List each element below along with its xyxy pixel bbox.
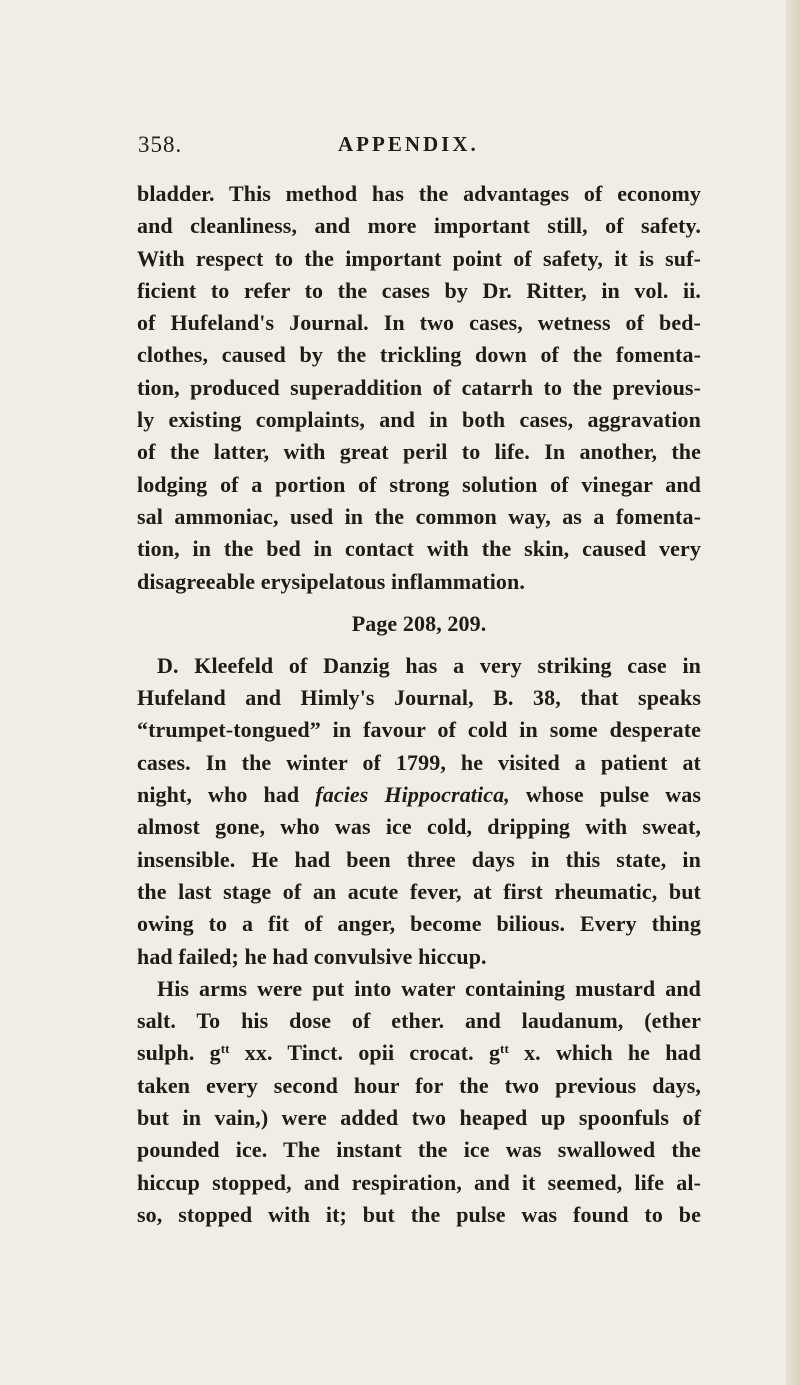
italic-term: facies Hippocratica,: [315, 782, 510, 808]
text-line: so, stopped with it; but the pulse was found to be: [137, 1201, 701, 1227]
superscript: tt: [220, 1041, 230, 1057]
superscript: tt: [500, 1041, 509, 1057]
text-line: almost gone, who was ice cold, dripping with sweat,: [137, 814, 701, 840]
running-title: APPENDIX.: [338, 132, 479, 156]
text-line: had failed; he had convulsive hiccup.: [137, 943, 487, 969]
text-fragment: x. which he had: [508, 1040, 701, 1066]
section-heading: Page 208, 209.: [351, 610, 487, 636]
text-line: pounded ice. The instant the ice was swallowed the: [137, 1137, 701, 1163]
text-line: taken every second hour for the two previous days,: [137, 1072, 701, 1098]
text-line: the last stage of an acute fever, at first rheumatic, but: [137, 878, 701, 904]
text-line: hiccup stopped, and respiration, and it seemed, life al-: [137, 1169, 701, 1195]
paragraph-1: [137, 178, 701, 598]
paragraph-3: [137, 973, 701, 1231]
text-line: D. Kleefeld of Danzig has a very striking case in: [157, 652, 701, 678]
text-line: With respect to the important point of safety, it is suf-: [137, 245, 701, 271]
text-line: Hufeland and Himly's Journal, B. 38, that speaks: [137, 685, 701, 711]
text-line: disagreeable erysipelatous inflammation.: [137, 568, 525, 594]
text-line: of the latter, with great peril to life. In another, the: [137, 439, 701, 465]
text-line: “trumpet-tongued” in favour of cold in some desperate: [137, 717, 701, 743]
text-fragment: whose pulse was: [509, 782, 701, 808]
text-line: sal ammoniac, used in the common way, as a fomenta-: [137, 503, 701, 529]
text-line: clothes, caused by the trickling down of the fomenta-: [137, 342, 701, 368]
text-line: ly existing complaints, and in both cases, aggravation: [137, 407, 701, 433]
text-line: [137, 1037, 701, 1069]
text-line: bladder. This method has the advantages of economy: [137, 181, 701, 206]
text-fragment: sulph. g: [137, 1040, 221, 1066]
paragraph-2: [137, 650, 701, 973]
text-line: lodging of a portion of strong solution of vinegar and: [137, 471, 701, 497]
running-head: [138, 132, 698, 162]
text-line: ficient to refer to the cases by Dr. Ritter, in vol. ii.: [137, 277, 701, 303]
text-line: insensible. He had been three days in this state, in: [137, 846, 701, 872]
text-fragment: xx. Tinct. opii crocat. g: [229, 1040, 501, 1066]
page-edge-shadow: [786, 0, 800, 1385]
text-line: tion, produced superaddition of catarrh to the previous-: [137, 374, 701, 400]
body-text: [137, 178, 701, 1231]
text-line: His arms were put into water containing mustard and: [157, 975, 701, 1001]
text-line: and cleanliness, and more important still, of safety.: [137, 213, 701, 239]
text-line: owing to a fit of anger, become bilious. Every thing: [137, 911, 701, 937]
text-line: of Hufeland's Journal. In two cases, wetness of bed-: [137, 310, 701, 336]
text-line: cases. In the winter of 1799, he visited a patient at: [137, 749, 701, 775]
text-line: but in vain,) were added two heaped up spoonfuls of: [137, 1105, 701, 1131]
text-line: salt. To his dose of ether. and laudanum, (ether: [137, 1008, 701, 1034]
text-fragment: night, who had: [137, 782, 316, 808]
page-number: 358.: [138, 132, 183, 157]
text-line: tion, in the bed in contact with the skin, caused very: [137, 536, 701, 562]
text-line: [137, 779, 701, 811]
